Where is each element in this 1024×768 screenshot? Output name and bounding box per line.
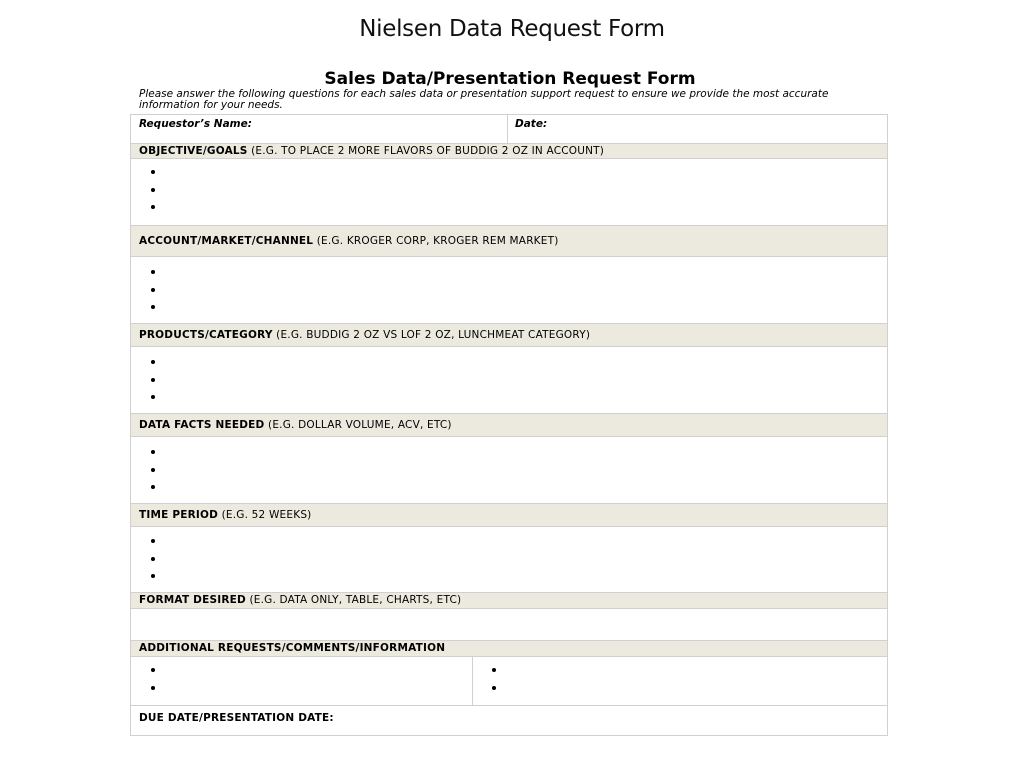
additional-label: ADDITIONAL REQUESTS/COMMENTS/INFORMATION	[139, 642, 446, 654]
account-label: ACCOUNT/MARKET/CHANNEL	[139, 235, 314, 247]
account-header	[131, 226, 887, 257]
data-facts-example: (E.G. DOLLAR VOLUME, ACV, ETC)	[264, 419, 452, 431]
data-facts-label: DATA FACTS NEEDED	[139, 419, 265, 431]
time-period-entries[interactable]	[131, 527, 887, 593]
date-label: Date:	[515, 118, 548, 130]
products-label: PRODUCTS/CATEGORY	[139, 329, 273, 341]
due-date-label: DUE DATE/PRESENTATION DATE:	[139, 712, 334, 724]
account-example: (E.G. KROGER CORP, KROGER REM MARKET)	[313, 235, 559, 247]
column-divider	[472, 657, 473, 705]
format-example: (E.G. DATA ONLY, TABLE, CHARTS, ETC)	[245, 594, 462, 606]
form-instructions: Please answer the following questions for each sales data or presentation support request to ensure we provide the most accurate information for your needs.	[139, 88, 829, 111]
products-entries[interactable]	[131, 347, 887, 414]
objective-entries[interactable]	[131, 159, 887, 226]
requestor-date-row	[131, 115, 887, 144]
slide-title: Nielsen Data Request Form	[359, 16, 665, 42]
account-entries[interactable]	[131, 257, 887, 324]
objective-label: OBJECTIVE/GOALS	[139, 145, 248, 157]
time-period-example: (E.G. 52 WEEKS)	[218, 509, 312, 521]
additional-entries[interactable]	[131, 657, 887, 706]
request-form	[130, 114, 888, 736]
time-period-label: TIME PERIOD	[139, 509, 219, 521]
requestor-name-label: Requestor’s Name:	[139, 118, 252, 130]
objective-header	[131, 144, 887, 159]
due-date-row[interactable]	[131, 706, 887, 736]
data-facts-entries[interactable]	[131, 437, 887, 504]
additional-header	[131, 641, 887, 657]
format-label: FORMAT DESIRED	[139, 594, 246, 606]
objective-example: (E.G. TO PLACE 2 MORE FLAVORS OF BUDDIG 2 OZ IN ACCOUNT)	[247, 145, 605, 157]
products-header	[131, 324, 887, 347]
format-entry[interactable]	[131, 609, 887, 641]
form-title: Sales Data/Presentation Request Form	[324, 69, 696, 89]
products-example: (E.G. BUDDIG 2 OZ VS LOF 2 OZ, LUNCHMEAT CATEGORY)	[272, 329, 591, 341]
column-divider	[507, 115, 508, 143]
format-header	[131, 593, 887, 609]
time-period-header	[131, 504, 887, 527]
data-facts-header	[131, 414, 887, 437]
